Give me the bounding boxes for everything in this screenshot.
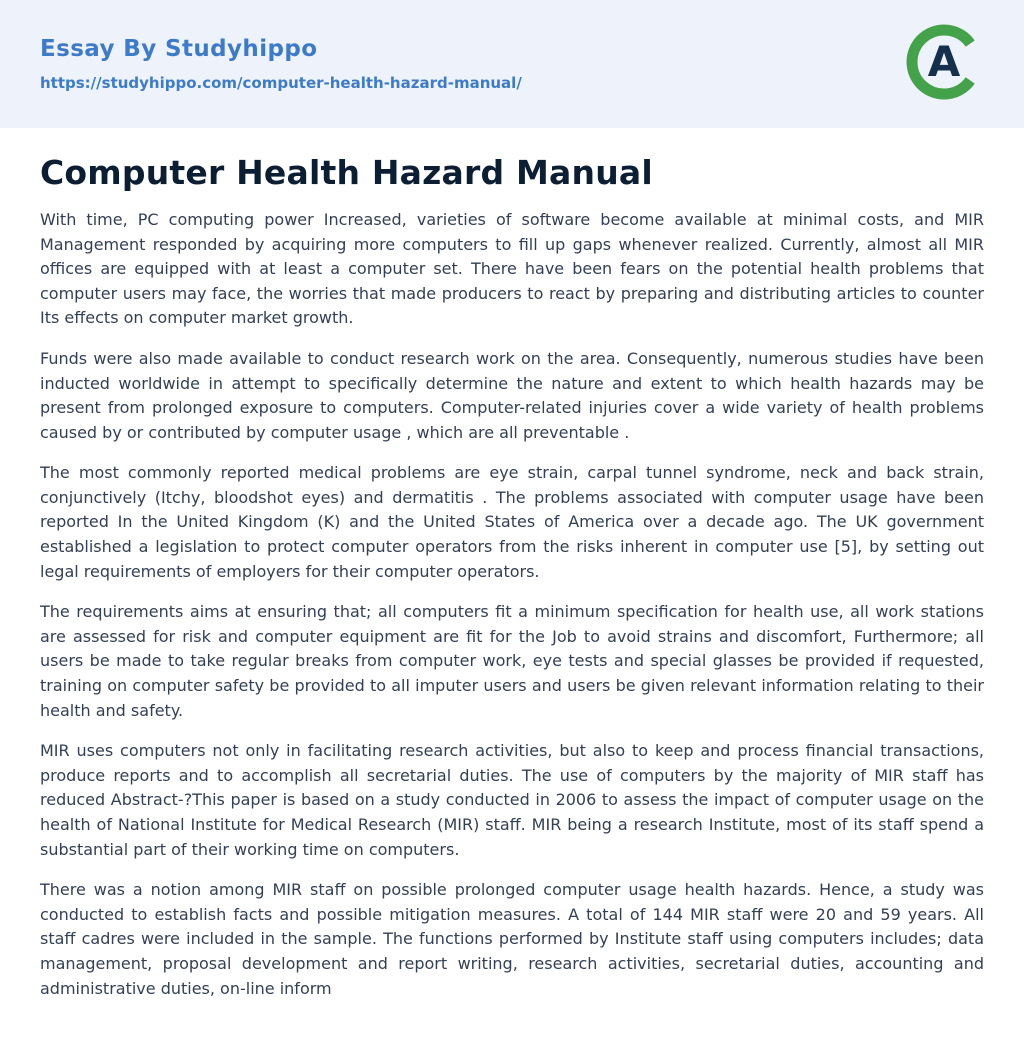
header-text-block	[40, 22, 522, 92]
logo-letter: A	[927, 37, 961, 86]
page-title: Computer Health Hazard Manual	[40, 153, 653, 192]
paragraph: There was a notion among MIR staff on possible prolonged computer usage health hazards. Hence, a study was conducted to establish facts and possible mitigation measures. A total of 144 MIR staff were 20 and 59 years. All staff cadres were included in the sample. The functions performed by Institute staff using computers includes; data management, proposal development and report writing, research activities, secretarial duties, accounting and administrative duties, on-line inform	[40, 880, 984, 998]
studyhippo-logo-icon	[904, 22, 984, 102]
header	[0, 0, 1024, 128]
paragraph: The most commonly reported medical problems are eye strain, carpal tunnel syndrome, neck and back strain, conjunctively (Itchy, bloodshot eyes) and dermatitis . The problems associated with computer usage have been reported In the United Kingdom (K) and the United States of America over a decade ago. The UK government established a legislation to protect computer operators from the risks inherent in computer use [5], by setting out legal requirements of employers for their computer operators.	[40, 463, 984, 581]
paragraph: Funds were also made available to conduct research work on the area. Consequently, numerous studies have been inducted worldwide in attempt to specifically determine the nature and extent to which health hazards may be present from prolonged exposure to computers. Computer-related injuries cover a wide variety of health problems caused by or contributed by computer usage , which are all preventable .	[40, 348, 984, 442]
paragraph: With time, PC computing power Increased, varieties of software become available at minimal costs, and MIR Management responded by acquiring more computers to fill up gaps whenever realized. Currently, almost all MIR offices are equipped with at least a computer set. There have been fears on the potential health problems that computer users may face, the worries that made producers to react by preparing and distributing articles to counter Its effects on computer market growth.	[40, 209, 984, 328]
source-url-link[interactable]: https://studyhippo.com/computer-health-hazard-manual/	[40, 74, 522, 92]
paragraph: The requirements aims at ensuring that; all computers fit a minimum specification for health use, all work stations are assessed for risk and computer equipment are fit for the Job to avoid strains and discomfort, Furthermore; all users be made to take regular breaks from computer work, eye tests and special glasses be provided if requested, training on computer safety be provided to all imputer users and users be given relevant information relating to their health and safety.	[40, 602, 984, 720]
brand-link[interactable]: Essay By Studyhippo	[40, 36, 318, 62]
paragraph: MIR uses computers not only in facilitating research activities, but also to keep and process financial transactions, produce reports and to accomplish all secretarial duties. The use of computers by the majority of MIR staff has reduced Abstract-?This paper is based on a study conducted in 2006 to assess the impact of computer usage on the health of National Institute for Medical Research (MIR) staff. MIR being a research Institute, most of its staff spend a substantial part of their working time on computers.	[40, 741, 984, 859]
article	[0, 128, 1024, 1049]
